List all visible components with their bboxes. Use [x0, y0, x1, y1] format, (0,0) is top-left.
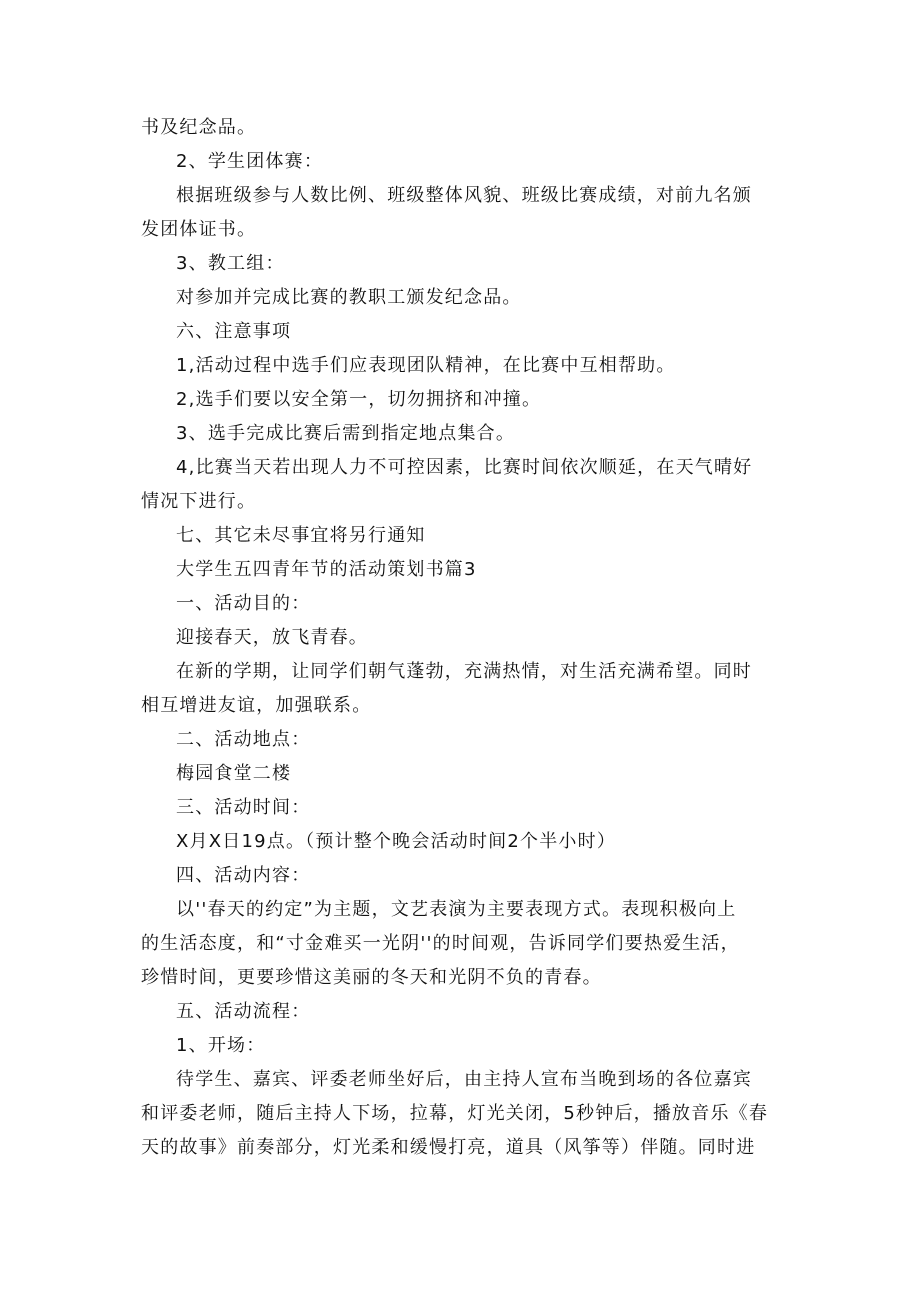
- list-item: 3、选手完成比赛后需到指定地点集合。: [176, 423, 516, 444]
- paragraph-line: X月X日19点。（预计整个晚会活动时间2个半小时）: [176, 831, 617, 852]
- text-line: 的生活态度，和“寸金难买一光阴''的时间观，告诉同学们要热爱生活，: [141, 933, 740, 954]
- text-line: 书及纪念品。: [141, 117, 257, 138]
- section-heading: 三、活动时间：: [176, 797, 311, 818]
- section-heading: 2、学生团体赛：: [176, 151, 324, 172]
- section-heading: 一、活动目的：: [176, 593, 311, 614]
- section-heading: 四、活动内容：: [176, 865, 311, 886]
- text-line: 和评委老师，随后主持人下场，拉幕，灯光关闭，5秒钟后，播放音乐《春: [141, 1103, 769, 1124]
- section-heading: 七、其它未尽事宜将另行通知: [176, 525, 426, 546]
- section-heading: 六、注意事项: [176, 321, 292, 342]
- paragraph-line: 在新的学期，让同学们朝气蓬勃，充满热情，对生活充满希望。同时: [176, 661, 752, 682]
- text-line: 珍惜时间，更要珍惜这美丽的冬天和光阴不负的青春。: [141, 967, 602, 988]
- text-line: 天的故事》前奏部分，灯光柔和缓慢打亮，道具（风筝等）伴随。同时进: [141, 1137, 756, 1158]
- section-heading: 1、开场：: [176, 1035, 266, 1056]
- paragraph-line: 以''春天的约定”为主题，文艺表演为主要表现方式。表现积极向上: [176, 899, 737, 920]
- paragraph-line: 迎接春天，放飞青春。: [176, 627, 368, 648]
- section-heading: 3、教工组：: [176, 253, 285, 274]
- section-heading: 五、活动流程：: [176, 1001, 311, 1022]
- section-heading: 二、活动地点：: [176, 729, 311, 750]
- paragraph-line: 待学生、嘉宾、评委老师坐好后，由主持人宣布当晚到场的各位嘉宾: [176, 1069, 752, 1090]
- paragraph-line: 根据班级参与人数比例、班级整体风貌、班级比赛成绩，对前九名颁: [176, 185, 752, 206]
- list-item: 4,比赛当天若出现人力不可控因素，比赛时间依次顺延，在天气晴好: [176, 457, 753, 478]
- text-line: 相互增进友谊，加强联系。: [141, 695, 372, 716]
- list-item: 2,选手们要以安全第一，切勿拥挤和冲撞。: [176, 389, 542, 410]
- text-line: 情况下进行。: [141, 491, 257, 512]
- paragraph-line: 对参加并完成比赛的教职工颁发纪念品。: [176, 287, 522, 308]
- document-title: 大学生五四青年节的活动策划书篇3: [176, 559, 477, 580]
- paragraph-line: 梅园食堂二楼: [176, 763, 292, 784]
- list-item: 1,活动过程中选手们应表现团队精神，在比赛中互相帮助。: [176, 355, 676, 376]
- text-line: 发团体证书。: [141, 219, 257, 240]
